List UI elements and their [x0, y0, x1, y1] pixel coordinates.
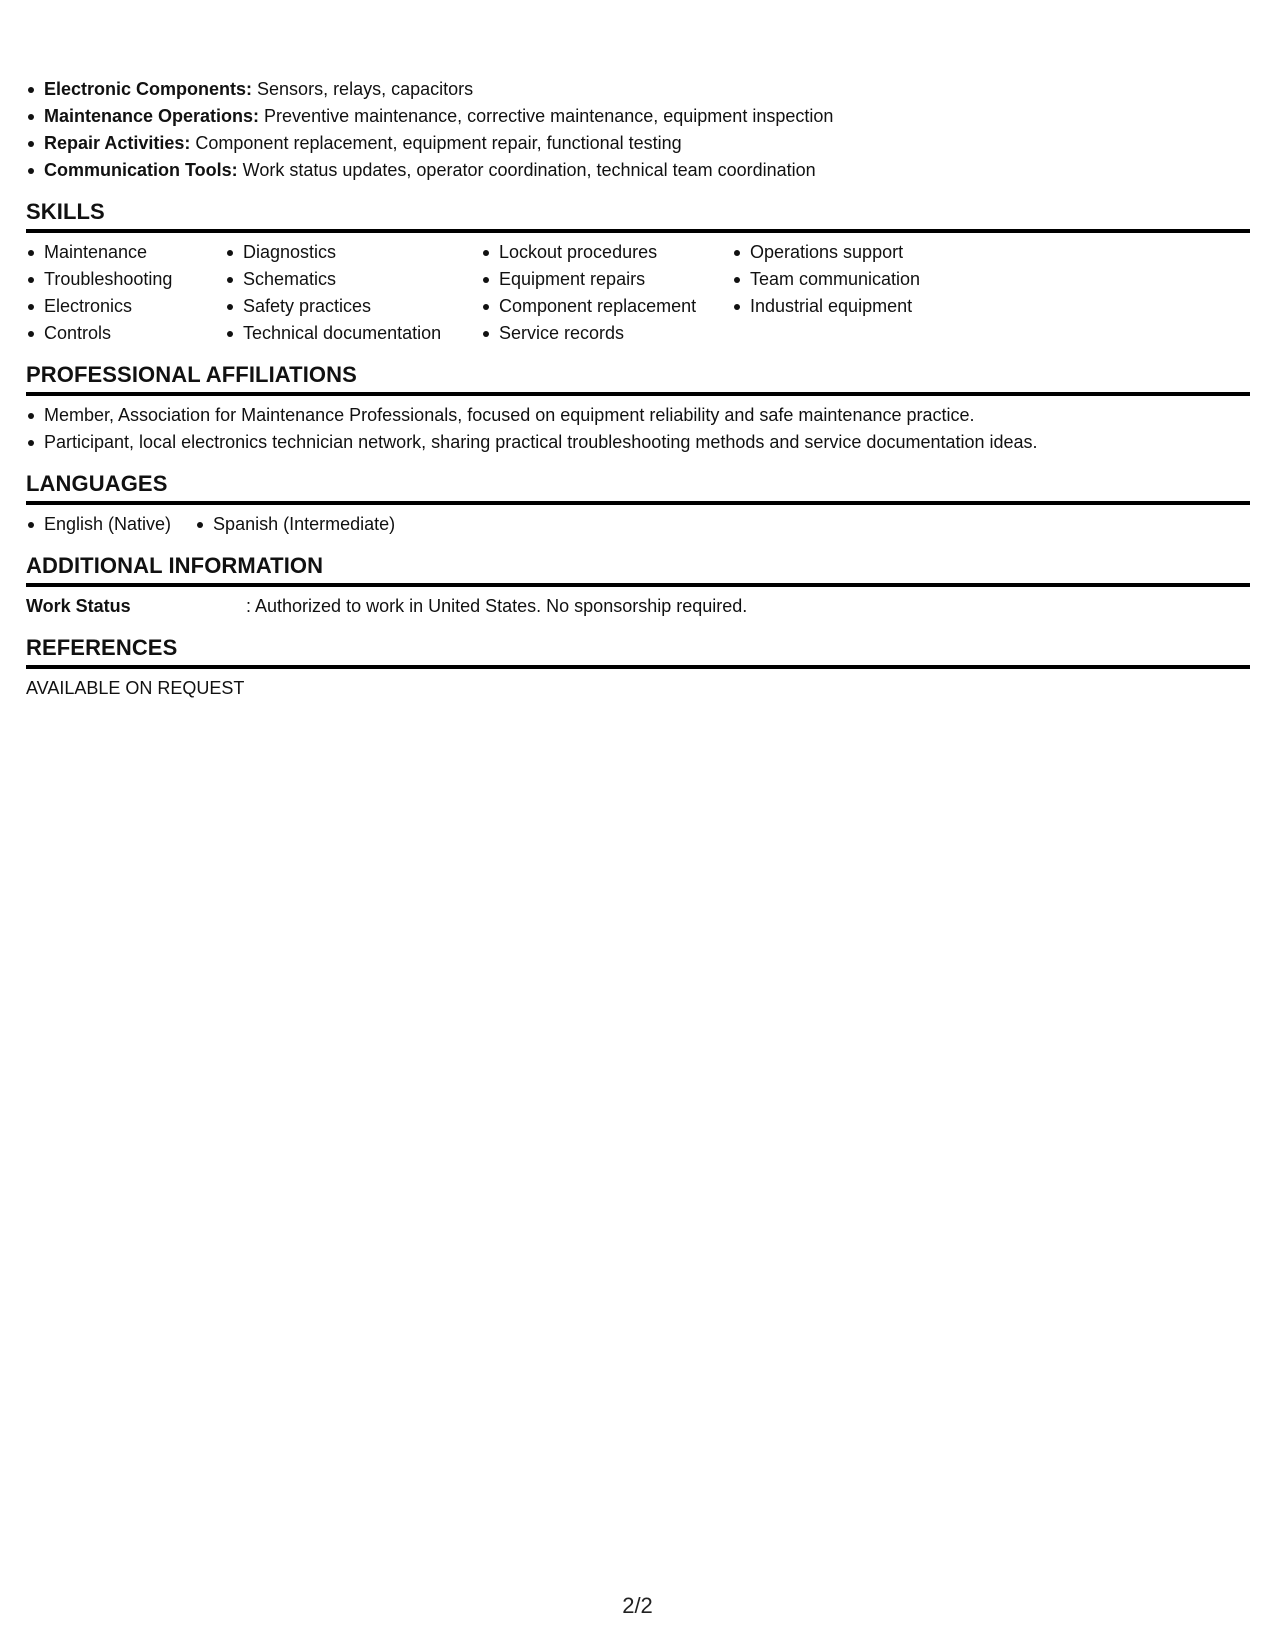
section-heading-languages: LANGUAGES: [26, 470, 1250, 505]
item-text: Preventive maintenance, corrective maintenance, equipment inspection: [259, 106, 834, 126]
skills-column: [225, 239, 481, 347]
skill-item: Technical documentation: [225, 320, 481, 347]
section-heading-affiliations: PROFESSIONAL AFFILIATIONS: [26, 361, 1250, 396]
affiliations-section: [26, 361, 1250, 456]
list-item: [26, 130, 1250, 157]
additional-info-section: [26, 552, 1250, 620]
skill-item: Operations support: [732, 239, 992, 266]
item-label: Electronic Components:: [44, 79, 253, 99]
skills-column: [481, 239, 732, 347]
skill-item: Maintenance: [26, 239, 225, 266]
affiliations-list: [26, 402, 1250, 456]
language-item: Spanish (Intermediate): [195, 511, 395, 538]
item-label: Maintenance Operations:: [44, 106, 260, 126]
list-item: [26, 157, 1250, 184]
work-status-value: : Authorized to work in United States. No sponsorship required.: [246, 596, 748, 616]
references-section: [26, 634, 1250, 702]
affiliation-item: Member, Association for Maintenance Professionals, focused on equipment reliability and safe maintenance practice.: [26, 402, 1250, 429]
skills-grid: [26, 239, 1250, 347]
skill-item: Electronics: [26, 293, 225, 320]
language-item: English (Native): [26, 511, 171, 538]
skill-item: Schematics: [225, 266, 481, 293]
item-text: Component replacement, equipment repair, functional testing: [190, 133, 682, 153]
item-label: Communication Tools:: [44, 160, 238, 180]
references-text: AVAILABLE ON REQUEST: [26, 678, 245, 698]
languages-section: [26, 470, 1250, 538]
skill-item: Team communication: [732, 266, 992, 293]
skill-item: Safety practices: [225, 293, 481, 320]
skill-item: Service records: [481, 320, 732, 347]
skill-item: Equipment repairs: [481, 266, 732, 293]
skill-item: Lockout procedures: [481, 239, 732, 266]
skills-column: [26, 239, 225, 347]
skill-item: Diagnostics: [225, 239, 481, 266]
skill-item: Component replacement: [481, 293, 732, 320]
affiliation-item: Participant, local electronics technician network, sharing practical troubleshooting methods and service documentation ideas.: [26, 429, 1250, 456]
item-text: Sensors, relays, capacitors: [252, 79, 474, 99]
skills-section: [26, 198, 1250, 347]
skills-column: [732, 239, 992, 347]
skill-item: Troubleshooting: [26, 266, 225, 293]
page-number: 2/2: [622, 1593, 653, 1618]
item-text: Work status updates, operator coordination, technical team coordination: [237, 160, 816, 180]
resume-page: [26, 76, 1250, 702]
languages-list: [26, 511, 1250, 538]
section-heading-skills: SKILLS: [26, 198, 1250, 233]
skill-item: Industrial equipment: [732, 293, 992, 320]
section-heading-additional-info: ADDITIONAL INFORMATION: [26, 552, 1250, 587]
item-label: Repair Activities:: [44, 133, 191, 153]
work-status-label: Work Status: [26, 596, 131, 616]
list-item: [26, 76, 1250, 103]
experience-details-list: [26, 76, 1250, 184]
work-status-row: [26, 593, 1250, 620]
skill-item: Controls: [26, 320, 225, 347]
list-item: [26, 103, 1250, 130]
section-heading-references: REFERENCES: [26, 634, 1250, 669]
